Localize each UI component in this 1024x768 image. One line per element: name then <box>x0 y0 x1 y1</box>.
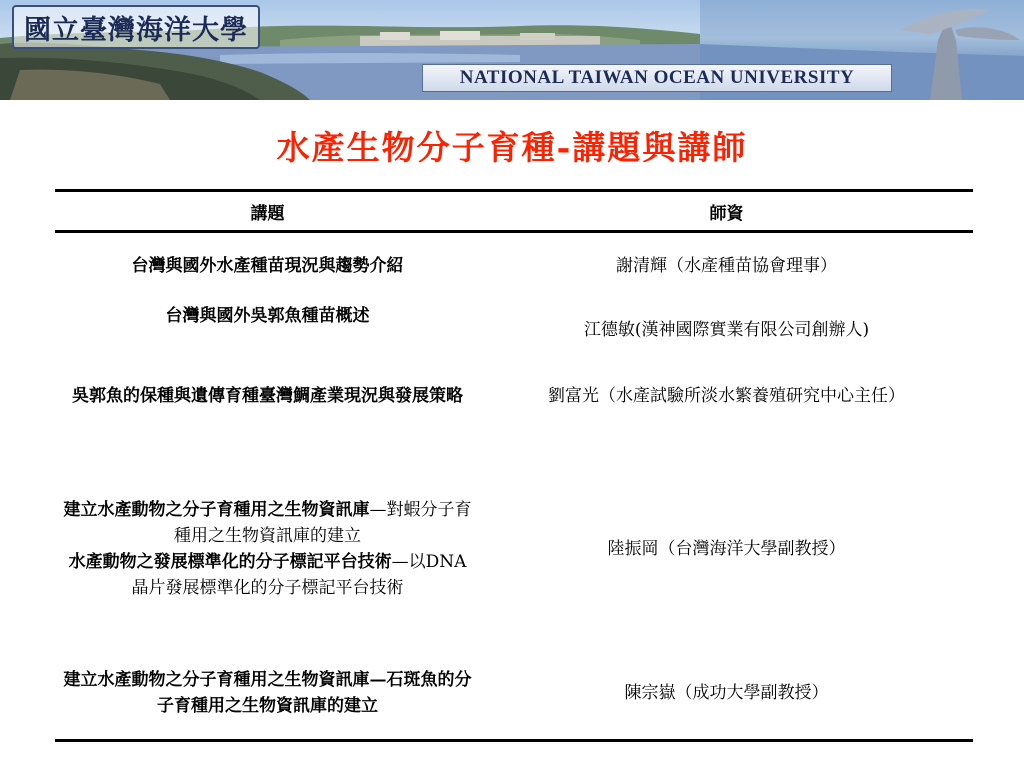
topic-text: 台灣與國外吳郭魚種苗概述 <box>165 306 370 326</box>
topic-text-bold: 水產動物之發展標準化的分子標記平台技術 <box>68 552 392 572</box>
table-row <box>55 299 973 377</box>
university-name-zh: 國立臺灣海洋大學 <box>12 5 260 49</box>
table-row <box>55 647 973 741</box>
speaker-cell: 陳宗嶽（成功大學副教授） <box>624 683 829 703</box>
topic-cell <box>55 232 480 300</box>
topic-text: 建立水產動物之分子育種用之生物資訊庫—石斑魚的分子育種用之生物資訊庫的建立 <box>63 670 472 716</box>
topic-cell <box>55 451 480 647</box>
table-row <box>55 451 973 647</box>
topic-text-normal: —對蝦分子育種用之生物資訊庫的建立 <box>174 500 472 546</box>
topic-text: 台灣與國外水產種苗現況與趨勢介紹 <box>131 256 404 276</box>
header-banner <box>0 0 1024 100</box>
university-name-en: NATIONAL TAIWAN OCEAN UNIVERSITY <box>422 64 892 92</box>
topic-text-normal: —以DNA晶片發展標準化的分子標記平台技術 <box>131 552 467 598</box>
topic-cell <box>55 299 480 377</box>
header-speaker: 師資 <box>709 203 744 224</box>
topic-cell <box>55 647 480 741</box>
header-topic: 講題 <box>250 203 285 224</box>
speaker-cell: 謝清輝（水產種苗協會理事） <box>616 256 837 276</box>
topics-speakers-table <box>55 189 973 742</box>
topic-cell <box>55 377 480 451</box>
speaker-cell: 陸振岡（台灣海洋大學副教授） <box>607 539 846 559</box>
page-title: 水產生物分子育種-講題與講師 <box>276 128 748 167</box>
table-row <box>55 377 973 451</box>
speaker-cell: 劉富光（水產試驗所淡水繁養殖研究中心主任） <box>548 386 905 406</box>
topic-text: 吳郭魚的保種與遺傳育種臺灣鯛產業現況與發展策略 <box>72 386 463 406</box>
topic-text-bold: 建立水產動物之分子育種用之生物資訊庫 <box>63 500 370 520</box>
table-row <box>55 232 973 300</box>
speaker-cell: 江德敏(漢神國際實業有限公司創辦人) <box>583 320 870 340</box>
table-header-row <box>55 191 973 232</box>
